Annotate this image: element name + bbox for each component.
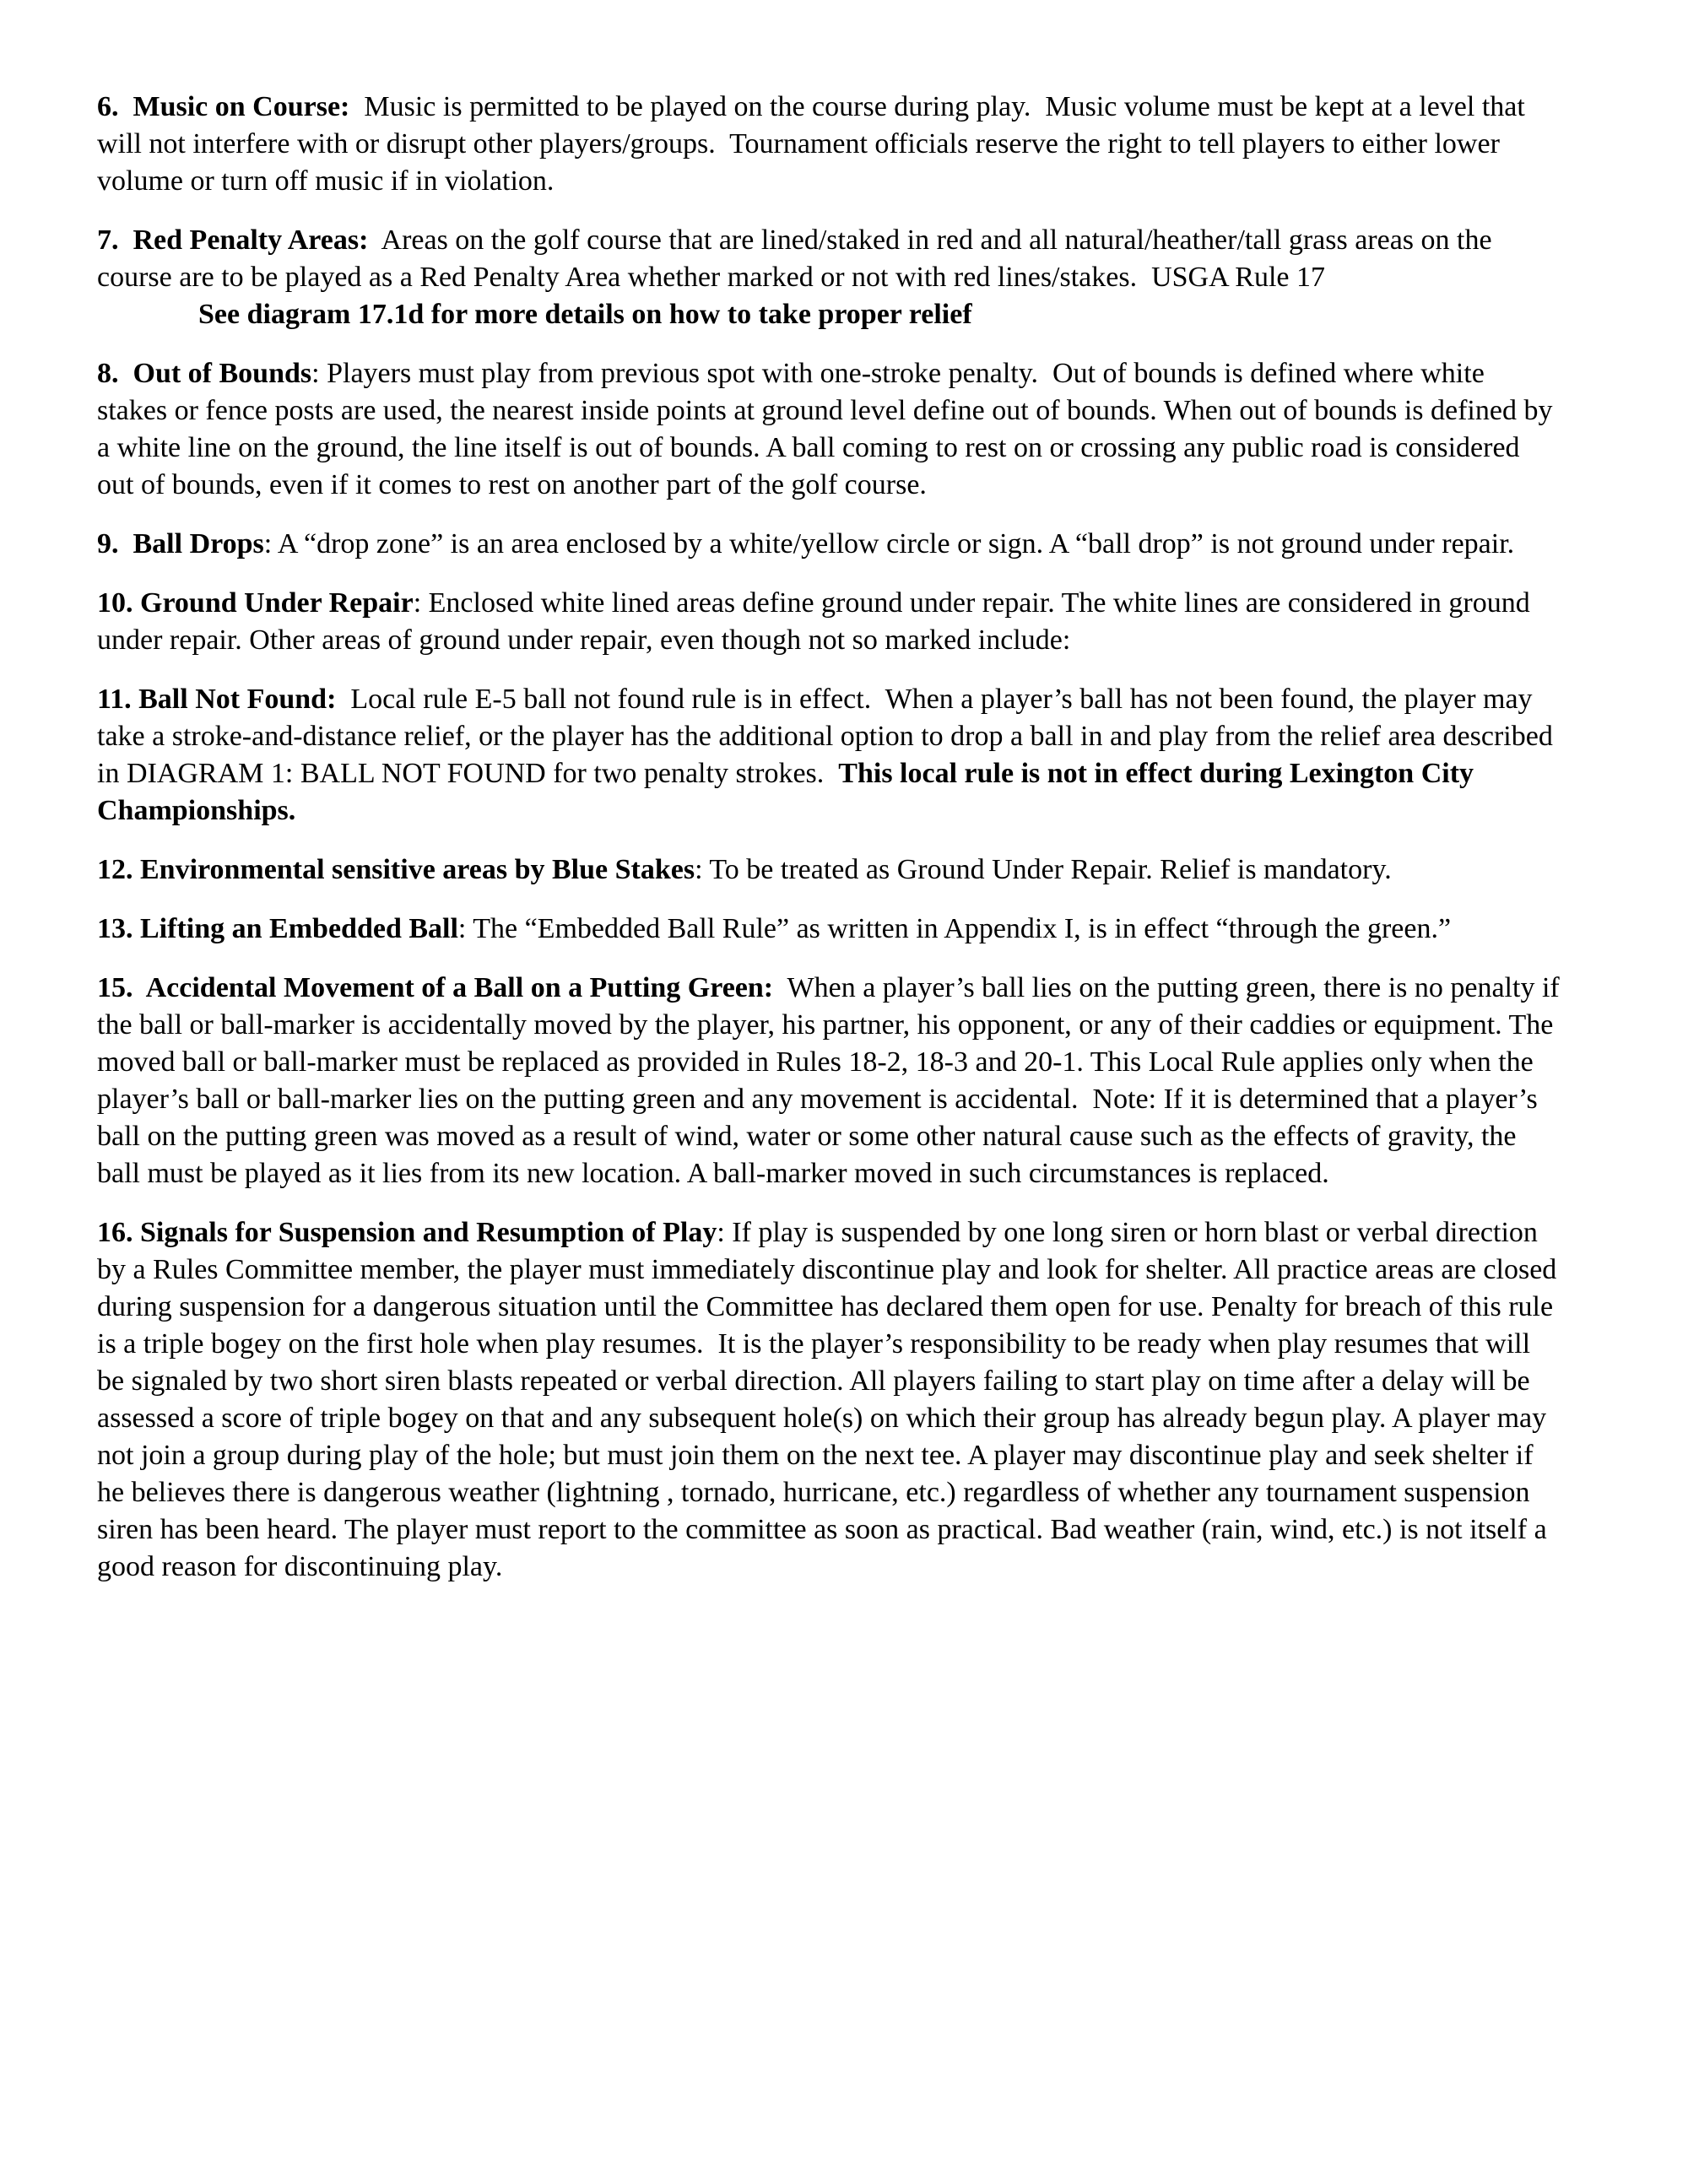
rule-paragraph (97, 851, 1561, 889)
rule-body-text: : A “drop zone” is an area enclosed by a white/yellow circle or sign. A “ball drop” is not ground under repair. (263, 528, 1515, 560)
rule-body-text: Music is permitted to be played on the course during play. Music volume must be kept at a level that will not interfere with or disrupt other players/groups. Tournament officials reserve the right to tell players to either lower volume or turn off music if in violation. (97, 91, 1533, 197)
rule-paragraph (97, 526, 1561, 563)
rule-paragraph (97, 222, 1561, 296)
rule-heading-text: 16. Signals for Suspension and Resumption of Play (97, 1217, 717, 1248)
rule-heading-text: 8. Out of Bounds (97, 358, 312, 389)
rule-heading-text: 10. Ground Under Repair (97, 587, 414, 619)
rule-heading-text: 13. Lifting an Embedded Ball (97, 913, 458, 944)
rule-heading-text: 7. Red Penalty Areas: (97, 224, 369, 256)
rule-paragraph (97, 1214, 1564, 1586)
rule-body-text: : If play is suspended by one long siren or horn blast or verbal direction by a Rules Committee member, the player must immediately discontinue play and look for shelter. All practice areas are closed during suspension for a dangerous situation until the Committee has declared them open for use. Penalty for breach of this rule is a triple bogey on the first hole when play resumes. It is the player’s responsibility to be ready when play resumes that will be signaled by two short siren blasts repeated or verbal direction. All players failing to start play on time after a delay will be assessed a score of triple bogey on that and any subsequent hole(s) on which their group has already begun play. A player may not join a group during play of the hole; but must join them on the next tee. A player may discontinue play and seek shelter if he believes there is dangerous weather (lightning , tornado, hurricane, etc.) regardless of whether any tournament suspension siren has been heard. The player must report to the committee as soon as practical. Bad weather (rain, wind, etc.) is not itself a good reason for discontinuing play. (97, 1217, 1564, 1582)
rule-heading-text: This local rule is not in effect during Lexington City Championships. (97, 758, 1481, 826)
rule-body-text: : Enclosed white lined areas define ground under repair. The white lines are considered in ground under repair. Other areas of ground under repair, even though not so marked include: (97, 587, 1538, 656)
rule-heading-text: 6. Music on Course: (97, 91, 350, 122)
rule-heading-text: 15. Accidental Movement of a Ball on a Putting Green: (97, 972, 774, 1003)
rule-body-text: : To be treated as Ground Under Repair. Relief is mandatory. (695, 854, 1392, 885)
rule-body-text: : The “Embedded Ball Rule” as written in Appendix I, is in effect “through the green.” (457, 913, 1452, 944)
rule-paragraph (97, 585, 1561, 659)
indented-note-line (97, 296, 1561, 333)
rule-heading-text: 11. Ball Not Found: (97, 684, 337, 715)
rule-paragraph (97, 89, 1561, 200)
rule-body-text: When a player’s ball lies on the putting green, there is no penalty if the ball or ball-marker is accidentally moved by the player, his partner, his opponent, or any of their caddies or equipment. The moved ball or ball-marker must be replaced as provided in Rules 18-2, 18-3 and 20-1. This Local Rule applies only when the player’s ball or ball-marker lies on the putting green and any movement is accidental. Note: If it is determined that a player’s ball on the putting green was moved as a result of wind, water or some other natural cause such as the effects of gravity, the ball must be played as it lies from its new location. A ball-marker moved in such circumstances is replaced. (97, 972, 1567, 1189)
rule-paragraph (97, 355, 1561, 504)
rule-body-text: Areas on the golf course that are lined/staked in red and all natural/heather/tall grass areas on the course are to be played as a Red Penalty Area whether marked or not with red lines/stakes. USGA Rule 17 (97, 224, 1500, 293)
rule-body-text: : Players must play from previous spot with one-stroke penalty. Out of bounds is defined where white stakes or fence posts are used, the nearest inside points at ground level define out of bounds. When out of bounds is defined by a white line on the ground, the line itself is out of bounds. A ball coming to rest on or crossing any public road is considered out of bounds, even if it comes to rest on another part of the golf course. (97, 358, 1560, 500)
rule-paragraph (97, 681, 1561, 830)
rule-heading-text: 9. Ball Drops (97, 528, 264, 560)
document-body (97, 89, 1567, 1586)
rule-paragraph (97, 911, 1561, 948)
rule-heading-text: See diagram 17.1d for more details on how to take proper relief (198, 299, 972, 330)
rule-heading-text: 12. Environmental sensitive areas by Blue Stakes (97, 854, 695, 885)
rule-body-text: Local rule E-5 ball not found rule is in effect. When a player’s ball has not been found, the player may take a stroke-and-distance relief, or the player has the additional option to drop a ball in and play from the relief area described in DIAGRAM 1: BALL NOT FOUND for two penalty strokes. (97, 684, 1561, 789)
rule-paragraph (97, 970, 1567, 1192)
